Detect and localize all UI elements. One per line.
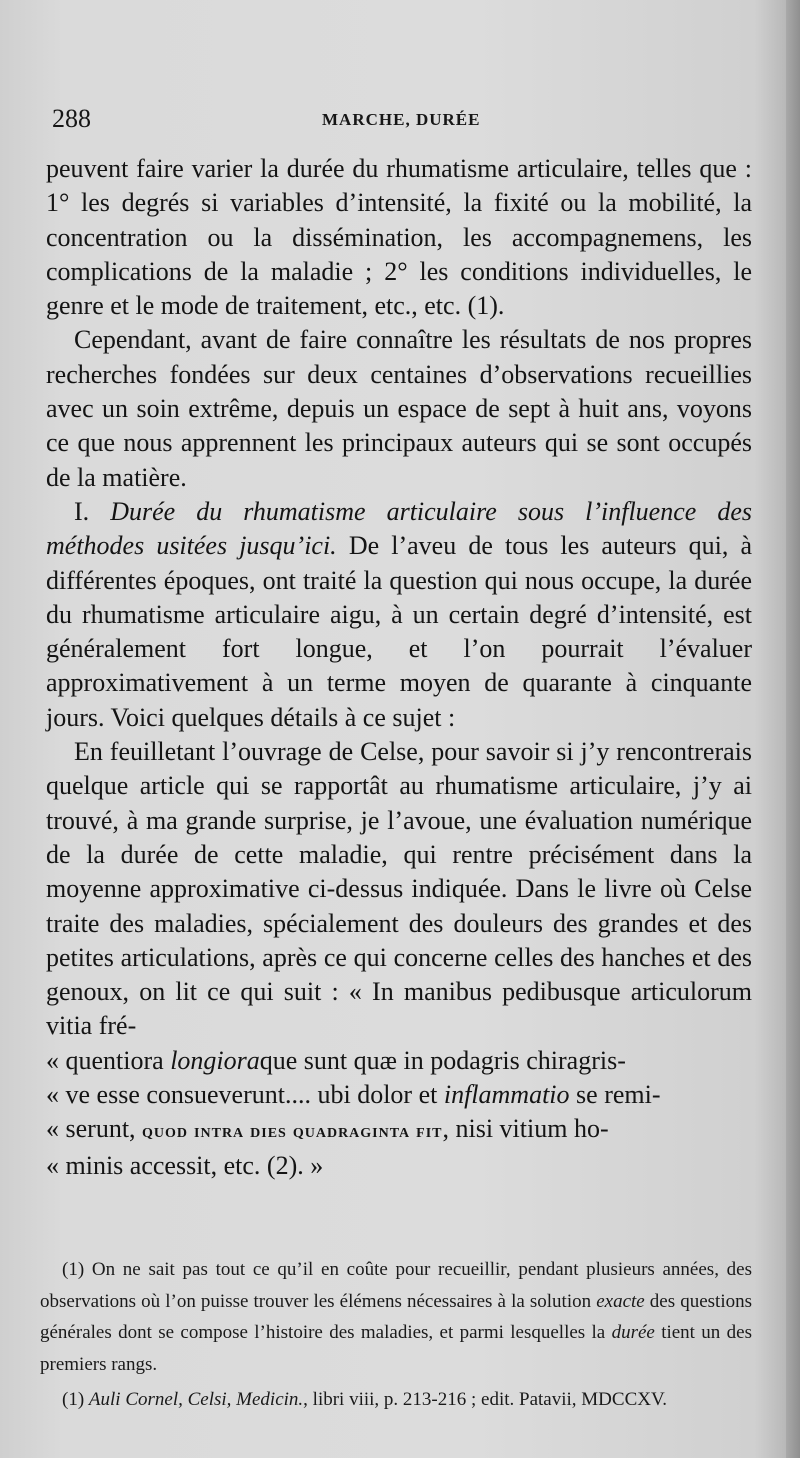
footnote-2: (1) Auli Cornel, Celsi, Medicin., libri viii, p. 213-216 ; edit. Patavii, MDCCXV. bbox=[62, 1389, 667, 1410]
quote-emphasis: inflammatio bbox=[443, 1080, 570, 1110]
footnotes bbox=[40, 1254, 752, 1416]
section-heading: Durée du rhumatisme articulaire sous l’influence des méthodes usitées jusqu’ici. bbox=[46, 496, 752, 561]
paragraph-celse bbox=[46, 735, 752, 1183]
section-text: De l’aveu de tous les auteurs qui, à différentes époques, ont traité la question qui nous occupe, la durée du rhumatisme articulaire aigu, à un certain degré d’intensité, est généralement fort longue, et l’on pourrait l’évaluer approximativement à un terme moyen de quarante à cinquante jours. Voici quelques détails à ce sujet : bbox=[46, 531, 753, 732]
quote-line: « ve esse consueverunt.... ubi dolor et inflammatio se remi- bbox=[46, 1080, 661, 1110]
footnote-1: (1) On ne sait pas tout ce qu’il en coûte pour recueillir, pendant plusieurs années, des observations où l’on puisse trouver les élémens nécessaires à la solution exacte des questions générales dont se compose l’histoire des maladies, et parmi lesquelles la durée tient un des premiers rangs. bbox=[40, 1259, 753, 1375]
page-number: 288 bbox=[52, 104, 91, 133]
paragraph: Cependant, avant de faire connaître les résultats de nos propres recherches fondées sur deux centaines d’observations recueillies avec un soin extrême, depuis un espace de sept à huit ans, voyons ce que nous apprennent les principaux auteurs qui se sont occupés de la matière. bbox=[46, 325, 752, 492]
body-text bbox=[46, 152, 752, 1183]
paragraph-section-one bbox=[46, 495, 752, 735]
quote-small-caps: quod intra dies quadraginta fit bbox=[142, 1120, 443, 1143]
celse-text: En feuilletant l’ouvrage de Celse, pour savoir si j’y rencontrerais quelque article qui se rapportât au rhumatisme articulaire, j’y ai trouvé, à ma grande surprise, je l’avoue, une évaluation numérique de la durée de cette maladie, qui rentre précisément dans la moyenne approximative ci-dessus indiquée. Dans le livre où Celse traite des maladies, spécialement des douleurs des grandes et des petites articulations, après ce qui concerne celles des hanches et des genoux, on lit ce qui suit : « In manibus pedibusque articulorum vitia fré- bbox=[46, 737, 752, 1041]
quote-emphasis: longiora bbox=[170, 1045, 260, 1075]
running-title: MARCHE, DURÉE bbox=[322, 110, 481, 129]
page-edge bbox=[786, 0, 800, 1458]
quote-line: « quentiora longioraque sunt quæ in podagris chiragris- bbox=[46, 1045, 626, 1075]
quote-line: « minis accessit, etc. (2). » bbox=[46, 1150, 324, 1180]
section-number: I. bbox=[74, 496, 90, 526]
paragraph-continuation: peuvent faire varier la durée du rhumatisme articulaire, telles que : 1° les degrés si variables d’intensité, la fixité ou la mobilité, la concentration ou la dissémination, les accompagnemens, les complications de la maladie ; 2° les conditions individuelles, le genre et le mode de traitement, etc., etc. (1). bbox=[46, 154, 752, 321]
quote-line: « serunt, quod intra dies quadraginta fit, nisi vitium ho- bbox=[46, 1114, 609, 1144]
page-header bbox=[52, 104, 742, 140]
